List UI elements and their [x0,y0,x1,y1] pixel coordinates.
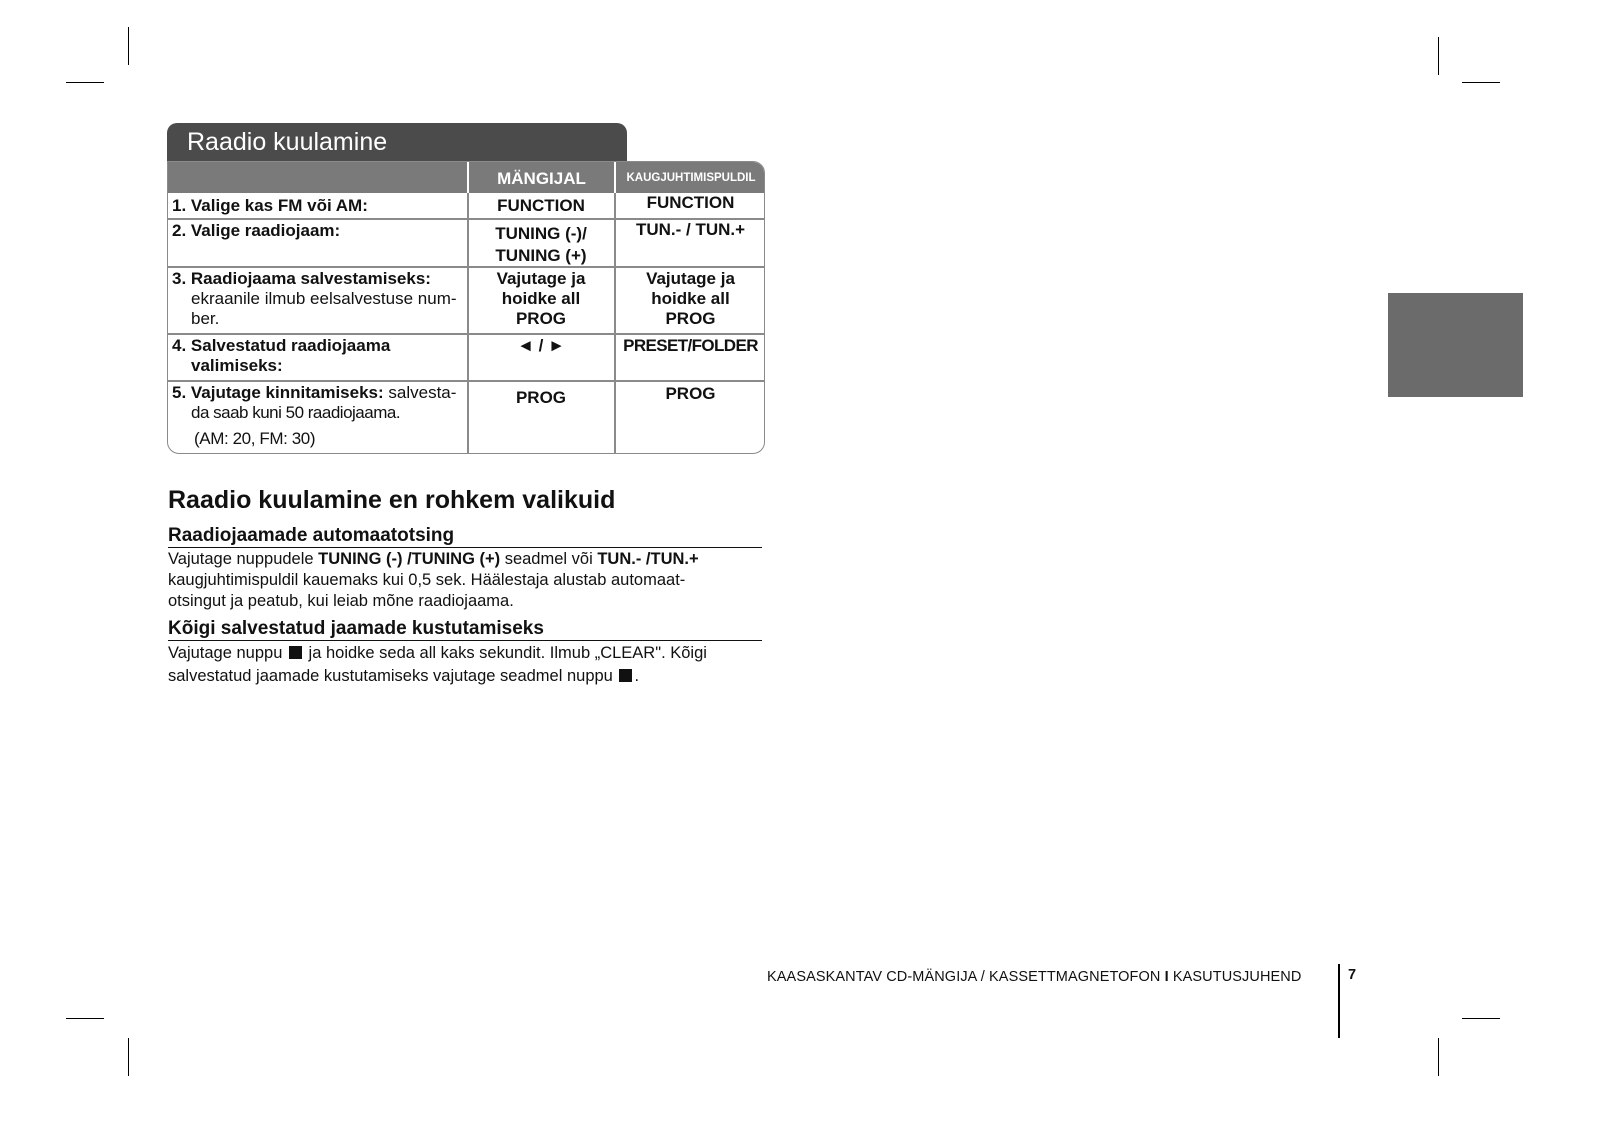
footer-title: KAASASKANTAV CD-MÄNGIJA / KASSETTMAGNETOFON I KASUTUSJUHEND [767,969,1302,985]
crop-mark [66,82,104,83]
header-device: MÄNGIJAL [497,169,586,188]
crop-mark [1462,82,1500,83]
crop-mark [128,27,129,65]
table-cell: TUN.- / TUN.+ [635,220,746,239]
auto-search-heading: Raadiojaamade automaatotsing [168,525,762,548]
table-cell: ◄ / ► [517,336,565,355]
section-title-tab [167,123,627,163]
table-cell: PROG [665,384,716,403]
table-row: 5. Vajutage kinnitamiseks: salvesta- da saab kuni 50 raadiojaama. (AM: 20, FM: 30) [172,383,457,448]
table-row: 2. Valige raadiojaam: [172,221,341,240]
table-cell: Vajutage ja hoidke all PROG [646,269,735,328]
radio-table [167,161,765,454]
section-title: Raadio kuulamine [187,128,388,156]
table-header [168,162,764,193]
crop-mark [1438,37,1439,75]
table-cell: Vajutage ja hoidke all PROG [496,269,586,328]
crop-mark [66,1018,104,1019]
header-remote: KAUGJUHTIMISPULDIL [626,172,756,184]
crop-mark [1462,1018,1500,1019]
chapter-side-tab [1388,293,1523,397]
clear-heading: Kõigi salvestatud jaamade kustutamiseks [168,618,762,641]
table-cell: PROG [515,388,567,407]
footer-divider [1338,964,1340,1038]
crop-mark [128,1038,129,1076]
page-number: 7 [1348,967,1357,983]
section-heading: Raadio kuulamine en rohkem valikuid [168,486,616,514]
table-row: 4. Salvestatud raadiojaama valimiseks: [172,336,391,375]
table-cell: PRESET/FOLDER [623,336,758,355]
table-cell: FUNCTION [497,196,585,215]
table-cell: TUNING (-)/ TUNING (+) [495,224,587,265]
stop-icon [289,646,302,659]
clear-text: Vajutage nuppu ja hoidke seda all kaks sekundit. Ilmub „CLEAR". Kõigi salvestatud jaamade kustutamiseks vajutage seadmel nuppu . [168,644,707,685]
crop-mark [1438,1038,1439,1076]
table-cell: FUNCTION [646,193,735,212]
table-row: 1. Valige kas FM või AM: [172,196,368,215]
table-row: 3. Raadiojaama salvestamiseks: ekraanile ilmub eelsalvestuse num- ber. [172,269,457,328]
stop-icon [619,669,632,682]
auto-search-text: Vajutage nuppudele TUNING (-) /TUNING (+) seadmel või TUN.- /TUN.+ kaugjuhtimispuldil kauemaks kui 0,5 sek. Häälestaja alustab automaat- otsingut ja peatub, kui leiab mõne raadiojaama. [168,550,699,610]
